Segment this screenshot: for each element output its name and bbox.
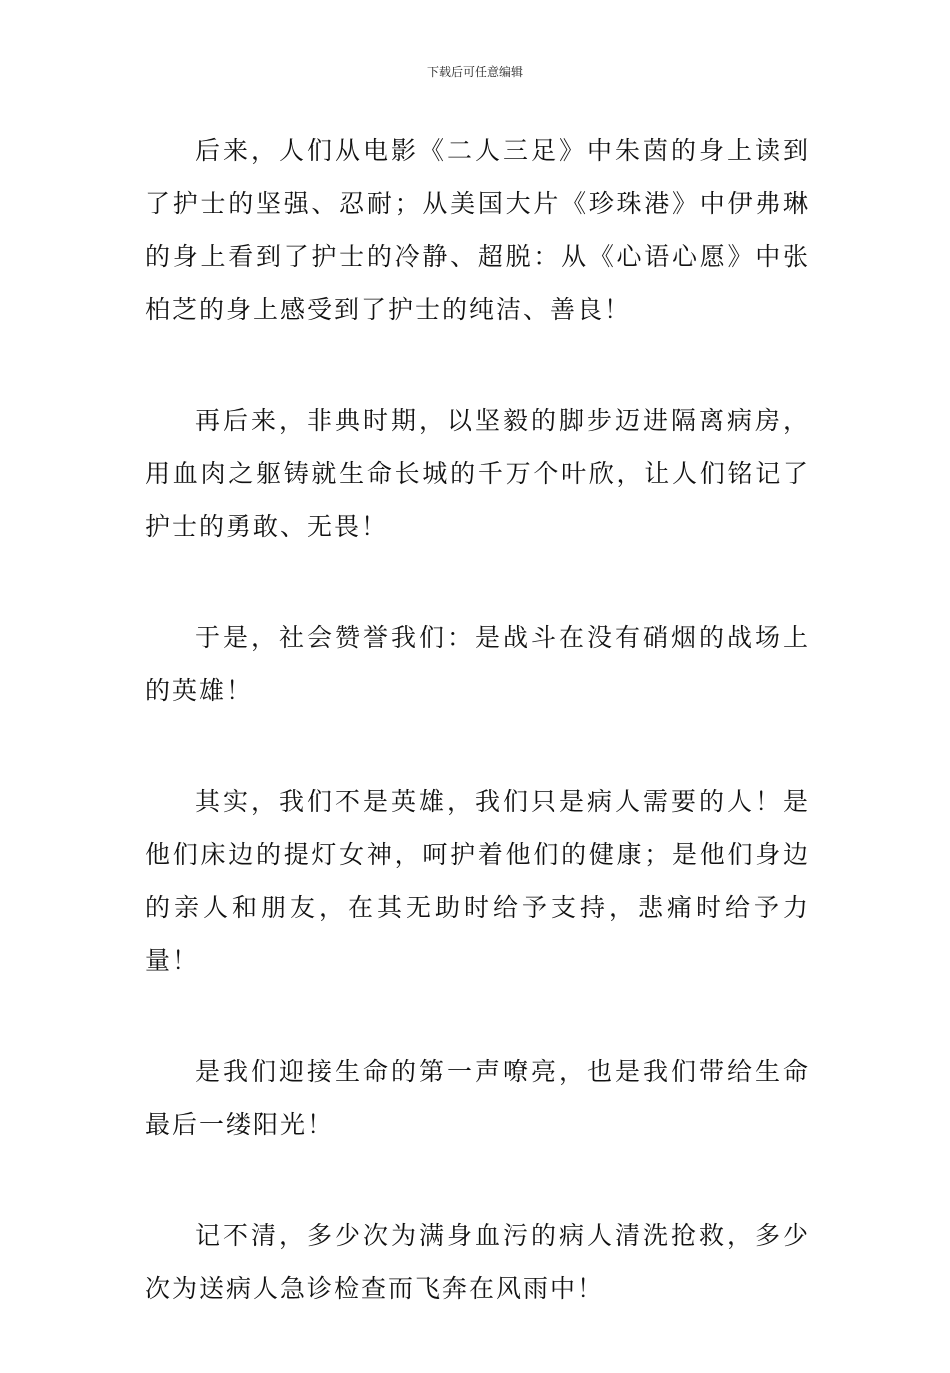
- paragraph-4: 其实，我们不是英雄，我们只是病人需要的人！是他们床边的提灯女神，呵护着他们的健康；是他们身边的亲人和朋友，在其无助时给予支持，悲痛时给予力量！: [145, 787, 810, 975]
- paragraph-2: 再后来，非典时期，以坚毅的脚步迈进隔离病房，用血肉之躯铸就生命长城的千万个叶欣，让人们铭记了护士的勇敢、无畏！: [145, 406, 810, 541]
- paragraph-6: 记不清，多少次为满身血污的病人清洗抢救，多少次为送病人急诊检查而飞奔在风雨中！: [145, 1221, 810, 1303]
- document-body: [145, 124, 810, 1373]
- paragraph-1: 后来，人们从电影《二人三足》中朱茵的身上读到了护士的坚强、忍耐；从美国大片《珍珠港》中伊弗琳的身上看到了护士的冷静、超脱：从《心语心愿》中张柏芝的身上感受到了护士的纯洁、善良！: [145, 136, 810, 324]
- paragraph-3: 于是，社会赞誉我们：是战斗在没有硝烟的战场上的英雄！: [145, 623, 810, 705]
- page-header-note: 下载后可任意编辑: [426, 65, 523, 79]
- paragraph-5: 是我们迎接生命的第一声嘹亮，也是我们带给生命最后一缕阳光！: [145, 1057, 810, 1139]
